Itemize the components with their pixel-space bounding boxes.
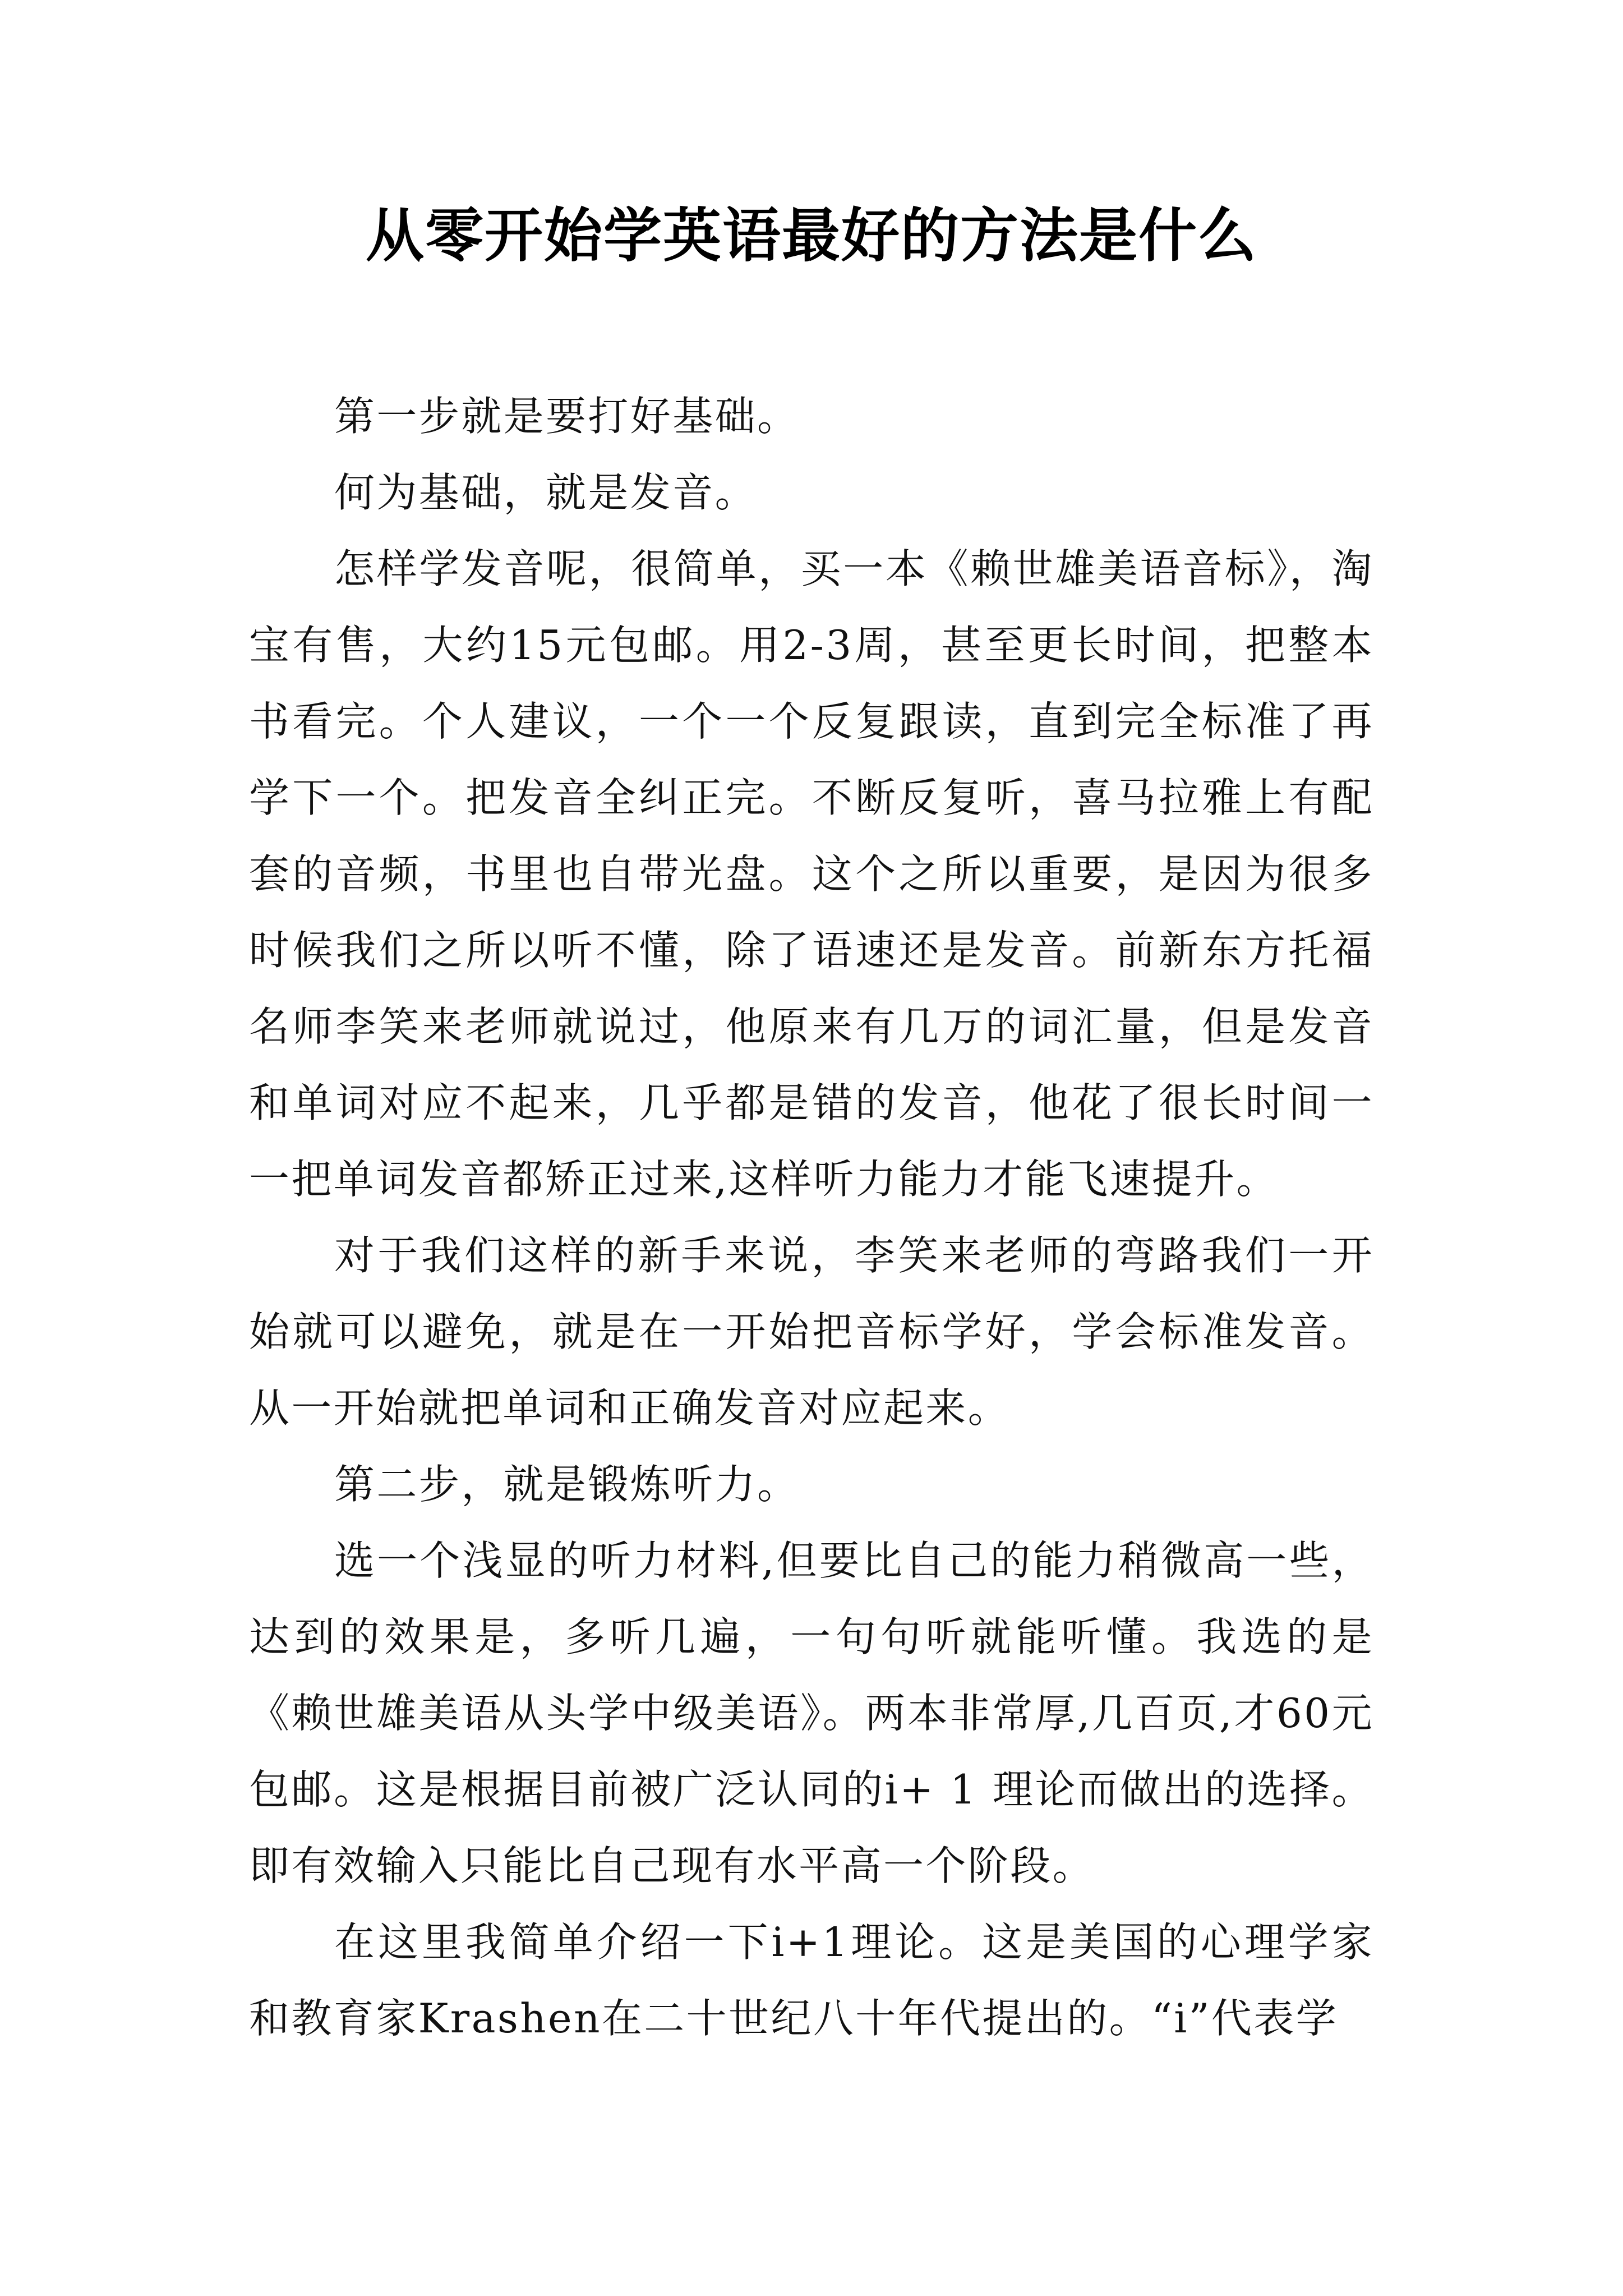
paragraph: 何为基础，就是发音。: [334, 469, 758, 516]
paragraph: 第一步就是要打好基础。: [334, 393, 800, 440]
document-body: [249, 378, 1374, 2056]
paragraph: 第二步，就是锻炼听力。: [334, 1461, 800, 1508]
paragraph: 选一个浅显的听力材料,但要比自己的能力稍微高一些，达到的效果是，多听几遍，一句句听就能听懂。我选的是《赖世雄美语从头学中级美语》。两本非常厚,几百页,才60元包邮。这是根据目前被广泛认同的i+ 1 理论而做出的选择。即有效输入只能比自己现有水平高一个阶段。: [249, 1537, 1374, 1889]
document-title: 从零开始学英语最好的方法是什么: [365, 201, 1257, 270]
paragraph: 对于我们这样的新手来说，李笑来老师的弯路我们一开始就可以避免，就是在一开始把音标学好，学会标准发音。从一开始就把单词和正确发音对应起来。: [249, 1232, 1374, 1432]
paragraph: 怎样学发音呢，很简单，买一本《赖世雄美语音标》，淘宝有售，大约15元包邮。用2-3周，甚至更长时间，把整本书看完。个人建议，一个一个反复跟读，直到完全标准了再学下一个。把发音全纠正完。不断反复听，喜马拉雅上有配套的音频，书里也自带光盘。这个之所以重要，是因为很多时候我们之所以听不懂，除了语速还是发音。前新东方托福名师李笑来老师就说过，他原来有几万的词汇量，但是发音和单词对应不起来，几乎都是错的发音，他花了很长时间一一把单词发音都矫正过来,这样听力能力才能飞速提升。: [249, 545, 1374, 1203]
paragraph: 在这里我简单介绍一下i+1理论。这是美国的心理学家和教育家Krashen在二十世纪八十年代提出的。“i”代表学: [249, 1918, 1374, 2042]
